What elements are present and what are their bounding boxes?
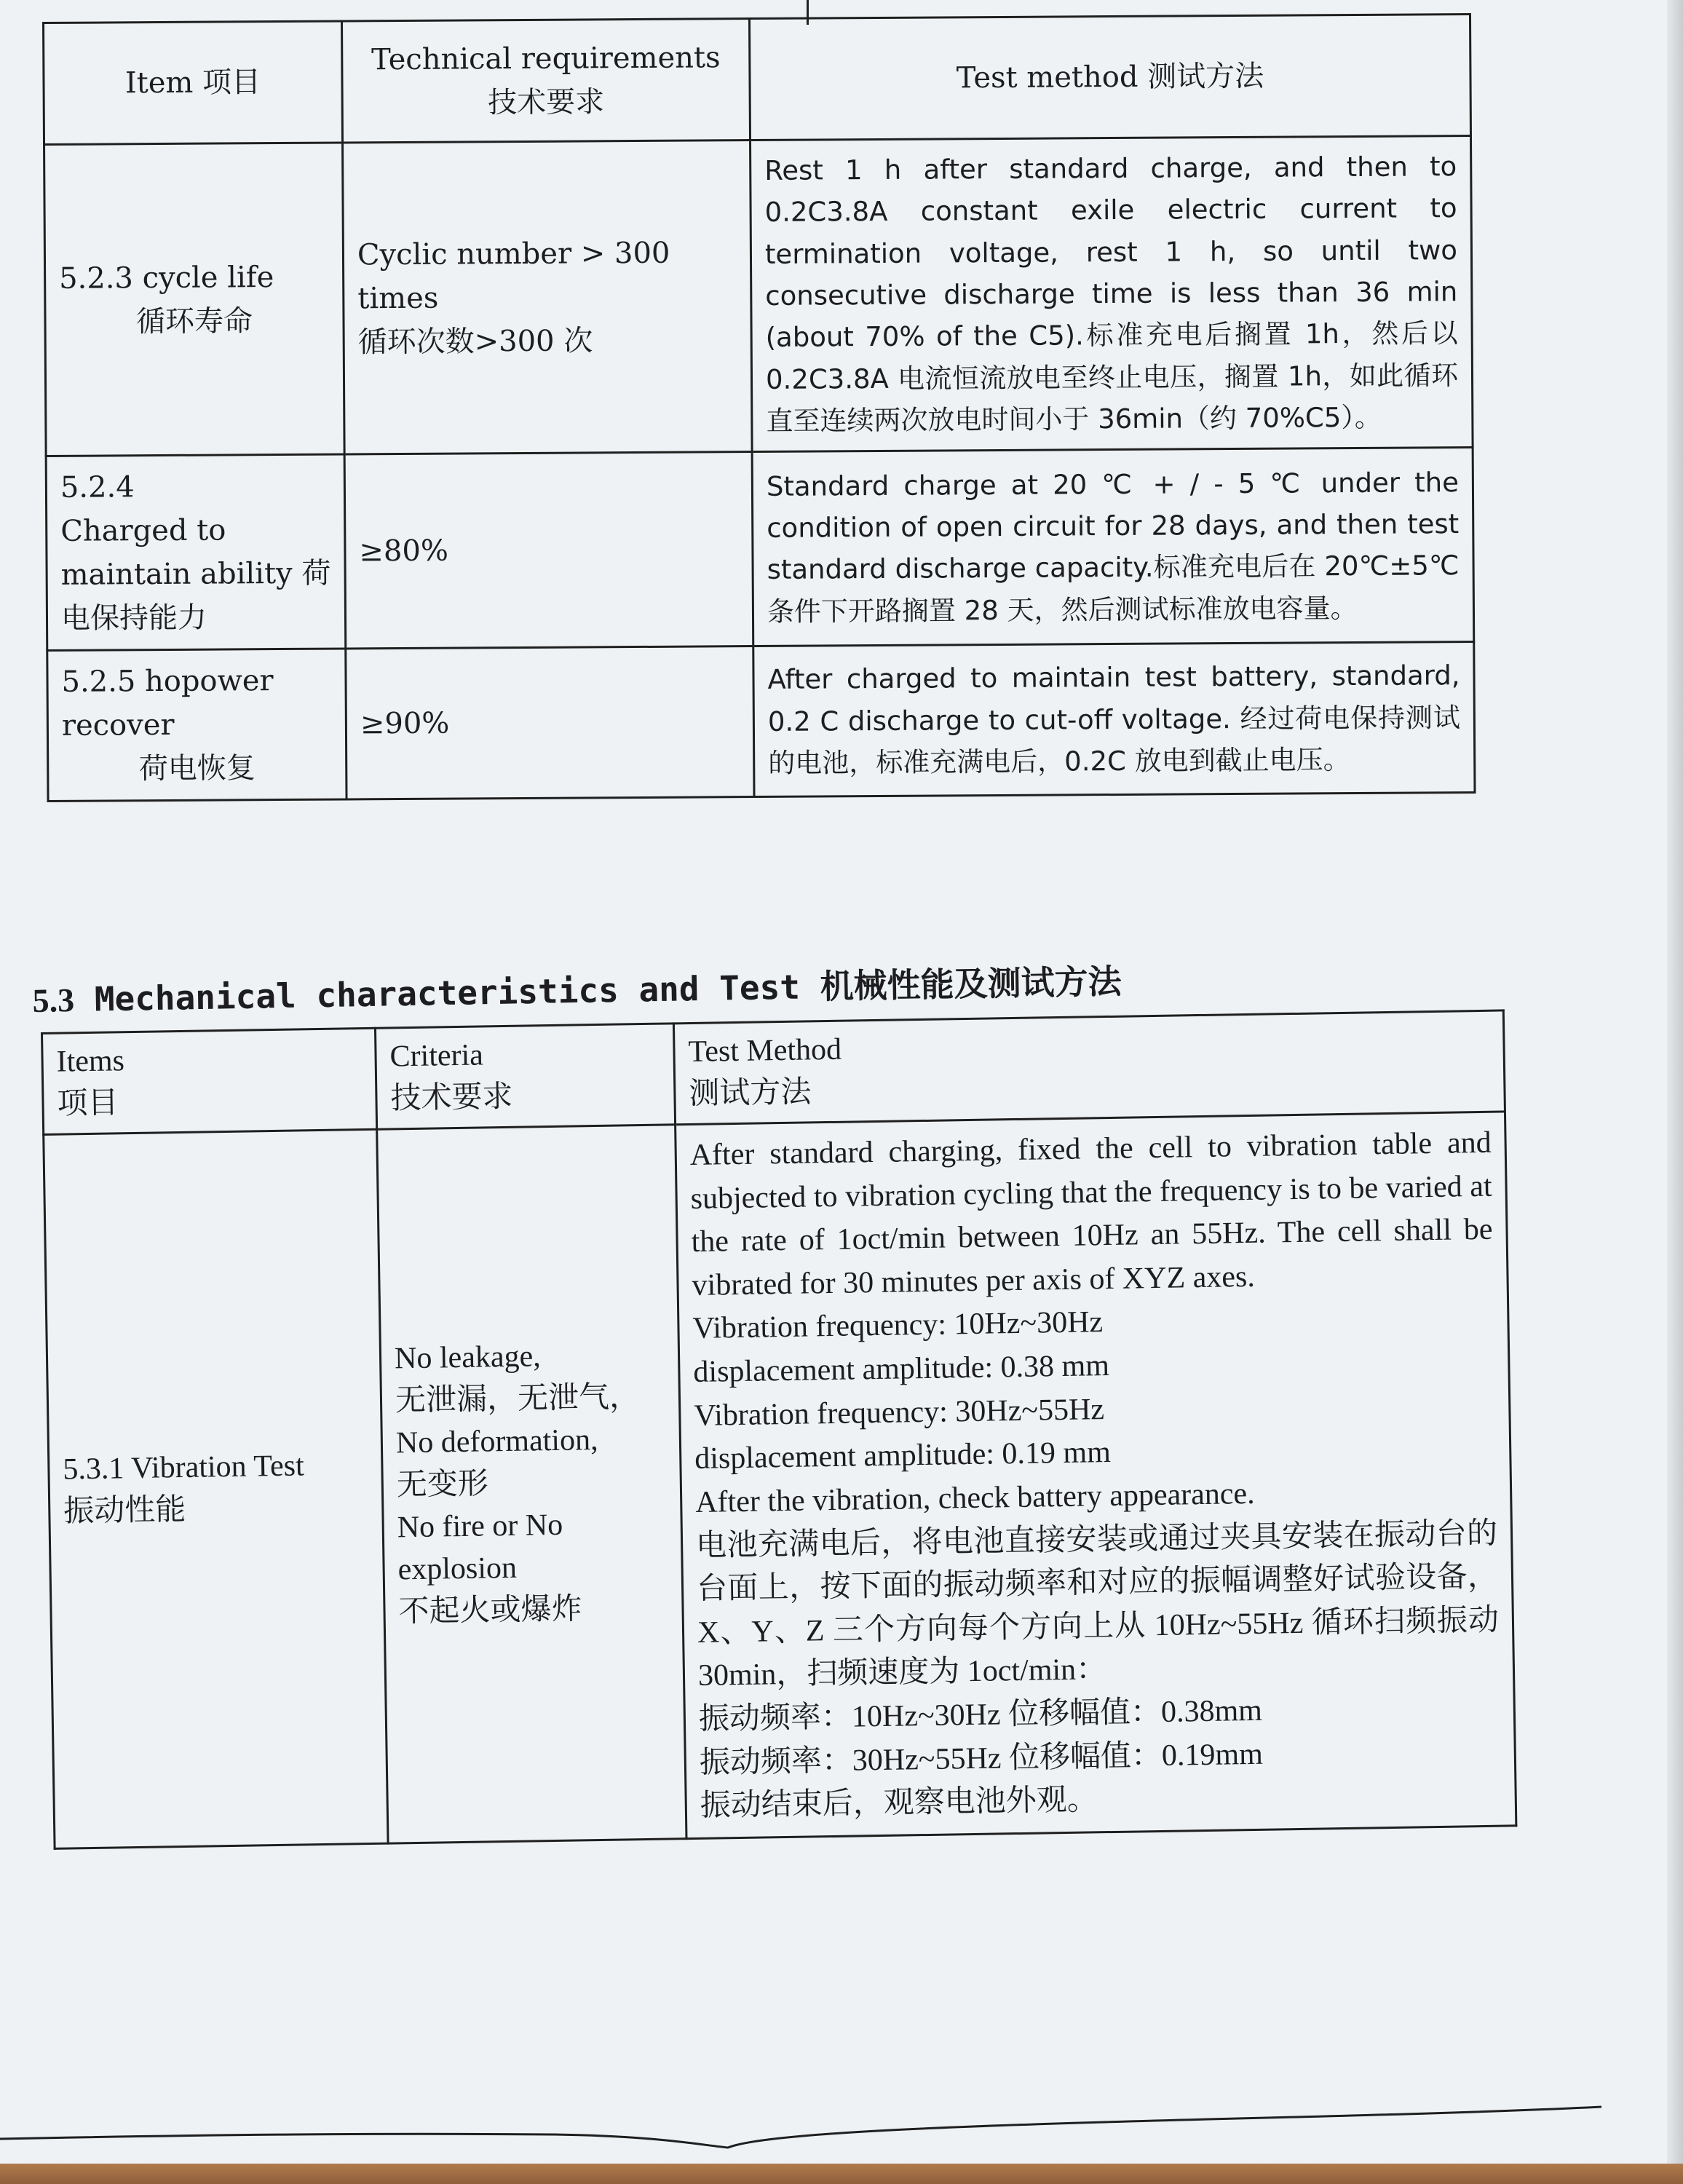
criteria-line: No leakage, (394, 1340, 542, 1376)
criteria-line: 不起火或爆炸 (398, 1592, 582, 1629)
item-vibration-en: 5.3.1 Vibration Test (63, 1449, 305, 1487)
item-recovery-en: 5.2.5 hopower recover (61, 664, 274, 743)
item-charge-retention: Charged to maintain ability 荷电保持能力 (60, 513, 331, 636)
method-cell (676, 1112, 1516, 1839)
method-line: Vibration frequency: 30Hz~55Hz (694, 1392, 1105, 1433)
header-criteria (375, 1024, 675, 1129)
header-requirements-zh: 技术要求 (488, 85, 605, 120)
header-test-method (749, 15, 1470, 141)
method-line: After standard charging, fixed the cell to vibration table and subjected to vibration cycling that the frequency is to be varied at the rate of 1oct/min between 10Hz an 55Hz. The cell shall be vibrated for 30 minutes per axis of XYZ axes. (689, 1125, 1493, 1302)
table-row (44, 1112, 1516, 1848)
header-items-en: Items (56, 1044, 125, 1079)
table-row (46, 448, 1474, 651)
header-item (44, 21, 343, 145)
header-method-en: Test Method (688, 1032, 842, 1069)
item-recovery-zh: 荷电恢复 (138, 751, 256, 786)
item-cycle-life-zh: 循环寿命 (135, 304, 253, 339)
method-line: After the vibration, check battery appearance. (694, 1476, 1255, 1519)
mechanical-characteristics-table (41, 1009, 1517, 1849)
header-method-label: Test method 测试方法 (956, 59, 1264, 95)
requirement-zh: 循环次数>300 次 (357, 324, 593, 360)
header-technical-requirements (342, 19, 751, 143)
requirement-value: ≥90% (360, 707, 450, 741)
section-heading (32, 955, 1122, 1022)
method-line: displacement amplitude: 0.19 mm (694, 1436, 1112, 1476)
method-line: 振动结束后，观察电池外观。 (700, 1783, 1098, 1824)
page-bottom-border (0, 2097, 1667, 2166)
item-cell (44, 1129, 388, 1848)
header-items (42, 1028, 377, 1134)
criteria-line: No fire or No explosion (397, 1508, 563, 1587)
background-edge (1667, 0, 1683, 2184)
method-line: Vibration frequency: 10Hz~30Hz (692, 1305, 1104, 1346)
method-cell: Standard charge at 20 ℃ + / - 5 ℃ under the condition of open circuit for 28 days, and then test standard discharge capacity.标准充电后在 20℃±5℃条件下开路搁置 28 天，然后测试标准放电容量。 (752, 448, 1474, 646)
section-title: Mechanical characteristics and Test 机械性能及测试方法 (94, 961, 1122, 1019)
requirement-value: ≥80% (359, 534, 449, 569)
requirement-cell (346, 646, 754, 799)
method-cell: After charged to maintain test battery, standard, 0.2 C discharge to cut-off voltage. 经过荷电保持测试的电池，标准充满电后，0.2C 放电到截止电压。 (753, 642, 1475, 797)
item-vibration-zh: 振动性能 (63, 1492, 186, 1529)
header-test-method (673, 1010, 1505, 1125)
criteria-line: 无泄漏，无泄气， (395, 1380, 641, 1418)
header-criteria-zh: 技术要求 (390, 1080, 513, 1116)
method-cell: Rest 1 h after standard charge, and then to 0.2C3.8A constant exile electric current to termination voltage, rest 1 h, so until two consecutive discharge time is less than 36 min (about 70% of the C5).标准充电后搁置 1h，然后以 0.2C3.8A 电流恒流放电至终止电压，搁置 1h，如此循环直至连续两次放电时间小于 36min（约 70%C5）。 (751, 136, 1473, 452)
item-cell (44, 143, 345, 456)
section-number: 5.3 (32, 981, 75, 1019)
method-line: displacement amplitude: 0.38 mm (693, 1349, 1110, 1390)
item-cell (46, 454, 346, 650)
requirement-cell (344, 452, 753, 649)
method-line: 振动频率：10Hz~30Hz 位移幅值：0.38mm (698, 1693, 1263, 1736)
method-line: 电池充满电后，将电池直接安装或通过夹具安装在振动台的台面上，按下面的振动频率和对应的振幅调整好试验设备，X、Y、Z 三个方向每个方向上从 10Hz~55Hz 循环扫频振动 30min，扫频速度为 1oct/min： (695, 1516, 1500, 1693)
background-desk (0, 2164, 1683, 2184)
header-requirements-en: Technical requirements (371, 41, 721, 77)
header-items-zh: 项目 (57, 1086, 119, 1121)
table-header-row (44, 15, 1471, 145)
requirement-en: Cyclic number > 300 times (357, 236, 670, 316)
item-cycle-life-en: 5.2.3 cycle life (59, 260, 274, 296)
criteria-line: 无变形 (396, 1467, 489, 1503)
criteria-cell (377, 1125, 686, 1843)
header-method-zh: 测试方法 (689, 1075, 812, 1111)
header-item-label: Item 项目 (124, 66, 261, 100)
requirement-cell (343, 141, 753, 455)
item-cell (47, 649, 346, 802)
table-row (44, 136, 1473, 456)
criteria-line: No deformation, (395, 1423, 598, 1460)
header-criteria-en: Criteria (389, 1038, 484, 1074)
method-line: 振动频率：30Hz~55Hz 位移幅值：0.19mm (699, 1737, 1264, 1780)
item-number: 5.2.4 (60, 470, 135, 505)
table-row (47, 642, 1475, 802)
electrical-performance-table (42, 13, 1476, 802)
